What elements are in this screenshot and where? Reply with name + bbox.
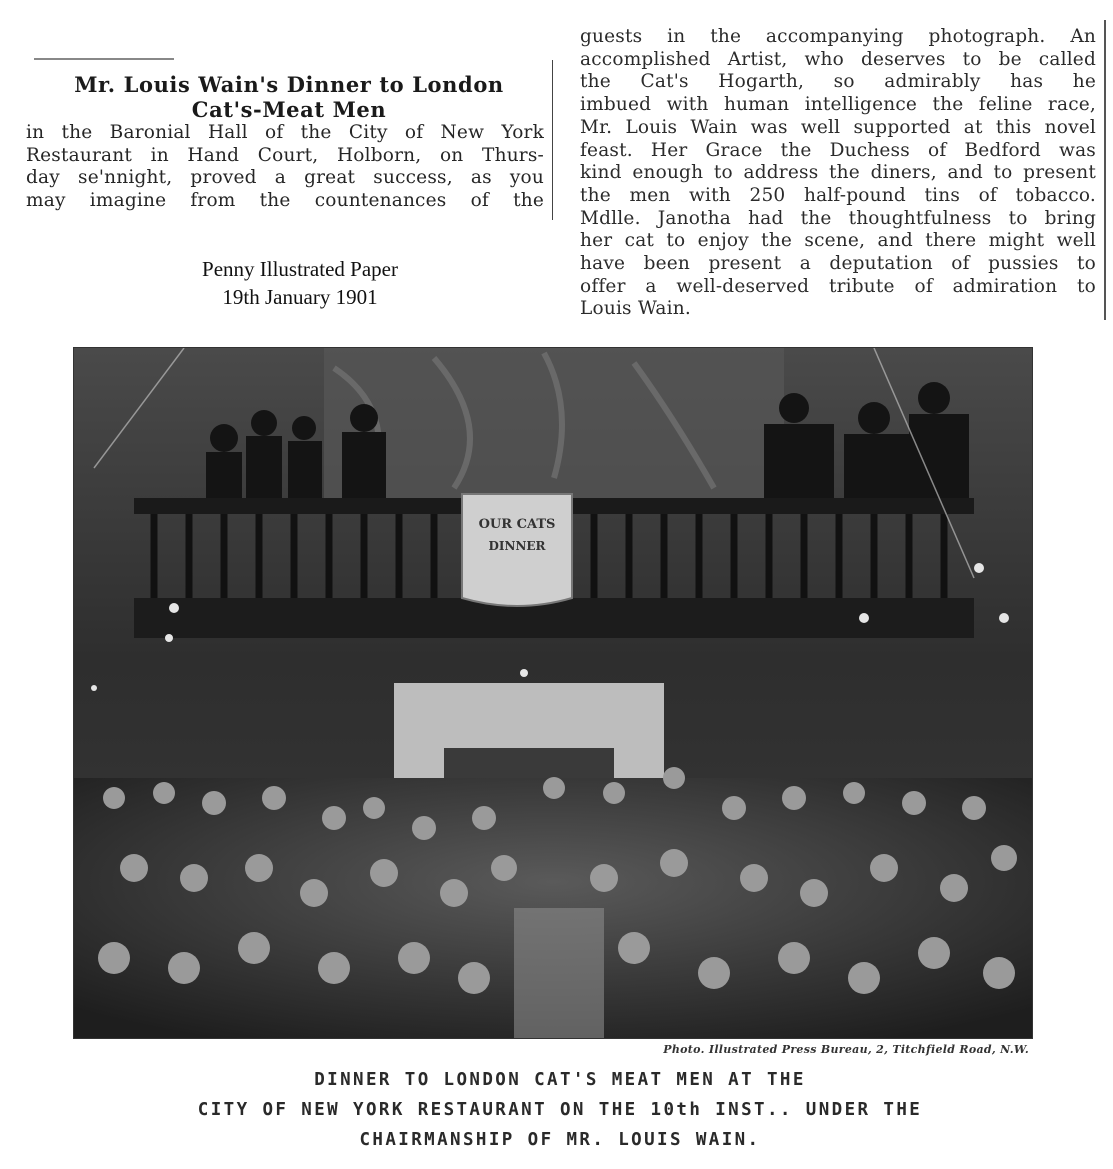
body-line: guests in the accompanying photograph. An: [580, 26, 1096, 47]
dinner-photograph: [73, 347, 1033, 1039]
source-date: 19th January 1901: [222, 285, 378, 309]
balcony-base: [134, 598, 974, 638]
body-line: day se'nnight, proved a great success, as you: [26, 167, 544, 188]
body-line: the men with 250 half-pound tins of tobacco.: [580, 184, 1096, 206]
caption-line-1: DINNER TO LONDON CAT'S MEAT MEN AT THE: [314, 1070, 806, 1090]
body-line: Mdlle. Janotha had the thoughtfulness to bring: [580, 207, 1096, 229]
body-line: Mr. Louis Wain was well supported at this novel: [580, 116, 1096, 138]
source-note: [160, 255, 440, 311]
article-headline: [26, 72, 552, 122]
body-line: feast. Her Grace the Duchess of Bedford was: [580, 139, 1096, 161]
body-line: offer a well-deserved tribute of admiration to: [580, 275, 1096, 297]
body-line: kind enough to address the diners, and to present: [580, 162, 1096, 184]
banner-text-1: OUR CATS: [478, 517, 556, 532]
body-line: Louis Wain.: [580, 298, 691, 320]
body-line: her cat to enjoy the scene, and there might well: [580, 230, 1096, 252]
body-line: imbued with human intelligence the feline race,: [580, 94, 1096, 116]
clipping-edge-mark: [34, 58, 174, 60]
body-line: in the Baronial Hall of the City of New York: [26, 122, 544, 143]
headline-line-2: Cat's-Meat Men: [191, 97, 387, 122]
body-line: have been present a deputation of pussies to: [580, 253, 1096, 275]
article-right-column: [580, 26, 1096, 321]
body-line: accomplished Artist, who deserves to be called: [580, 48, 1096, 70]
photo-credit: Photo. Illustrated Press Bureau, 2, Titchfield Road, N.W.: [663, 1043, 1029, 1056]
source-publication: Penny Illustrated Paper: [202, 257, 398, 281]
dining-table: [514, 908, 604, 1038]
article-left-column: [26, 60, 553, 220]
caption-line-2: CITY OF NEW YORK RESTAURANT ON THE 10th INST.. UNDER THE: [197, 1100, 923, 1120]
banner-text-2: DINNER: [488, 539, 546, 553]
headline-line-1: Mr. Louis Wain's Dinner to London: [74, 72, 504, 97]
body-line: Restaurant in Hand Court, Holborn, on Thurs-: [26, 144, 544, 166]
column-rule: [1104, 20, 1106, 320]
body-line: may imagine from the countenances of the: [26, 189, 544, 211]
photo-illustration: [74, 348, 1032, 1038]
article-body-left: [26, 122, 552, 212]
body-line: the Cat's Hogarth, so admirably has he: [580, 71, 1096, 93]
photo-caption: [40, 1065, 1080, 1155]
caption-line-3: CHAIRMANSHIP OF MR. LOUIS WAIN.: [359, 1130, 761, 1150]
